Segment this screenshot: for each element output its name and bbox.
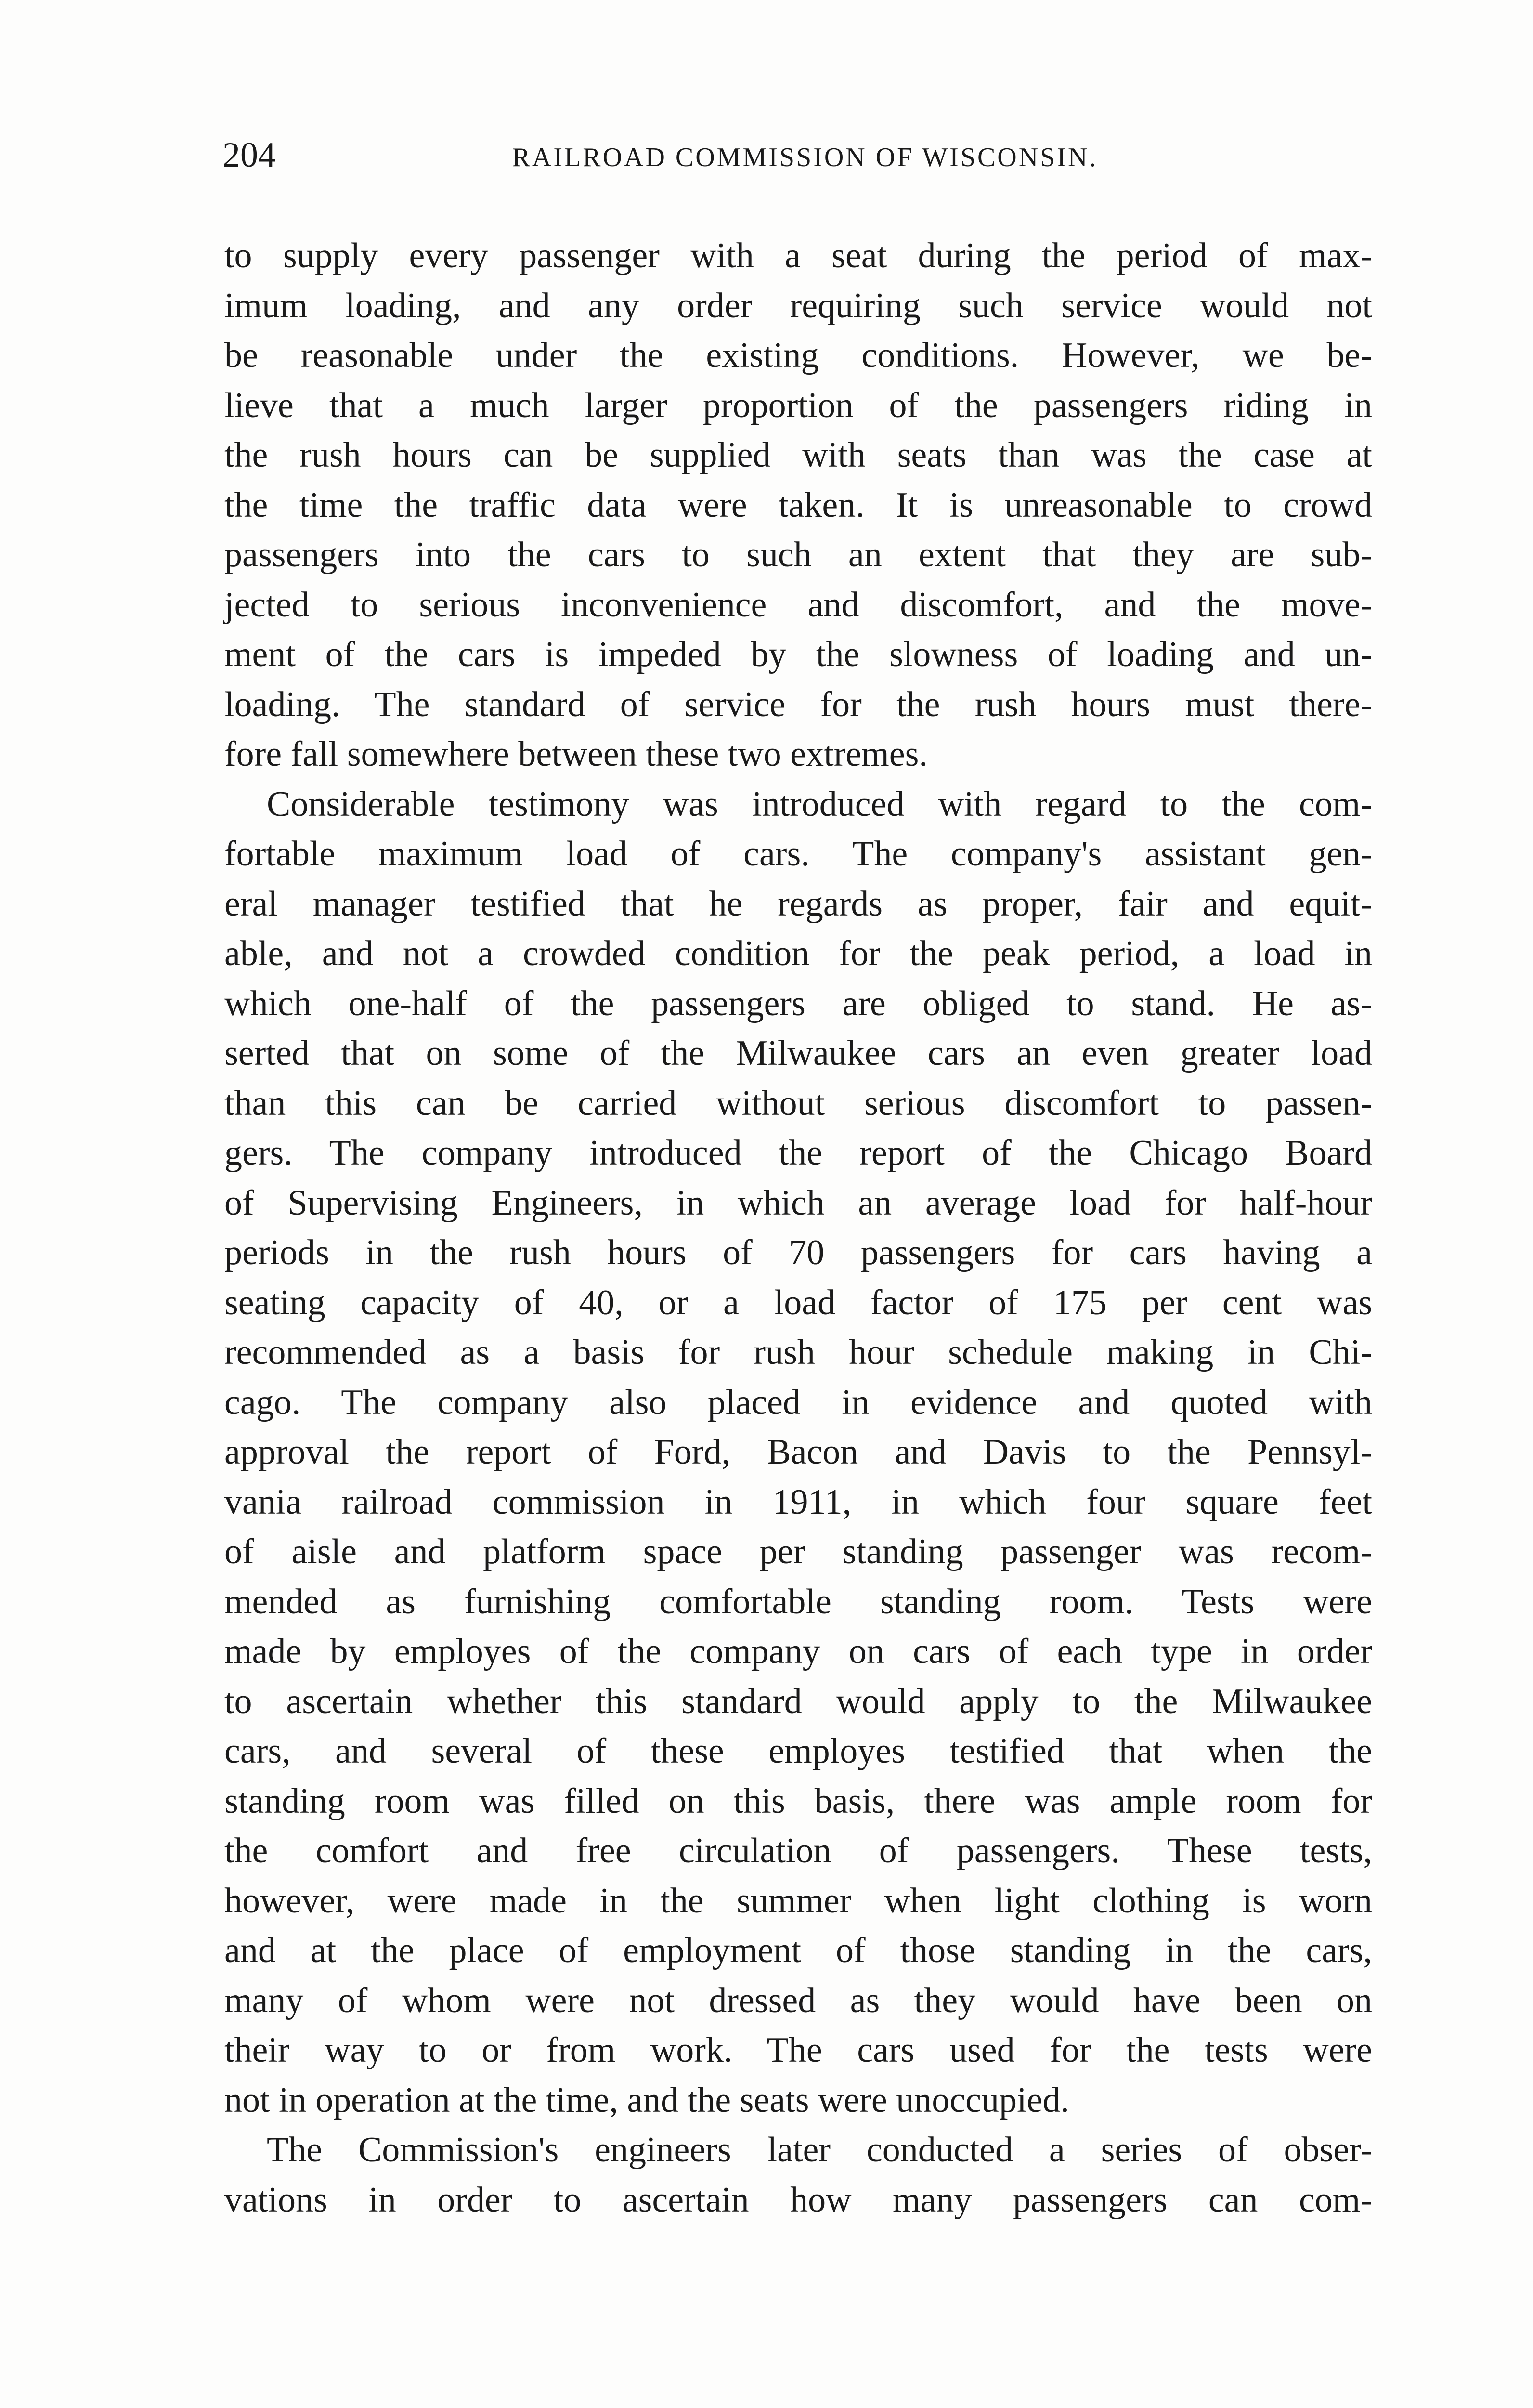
- text-line: fore fall somewhere between these two extremes.: [224, 734, 928, 774]
- text-line: mended as furnishing comfortable standing room. Tests were: [224, 1582, 1372, 1622]
- text-line: to supply every passenger with a seat during the period of max-: [224, 236, 1372, 275]
- text-line: cars, and several of these employes testified that when the: [224, 1731, 1372, 1771]
- text-line: however, were made in the summer when light clothing is worn: [224, 1881, 1372, 1921]
- text-line: vations in order to ascertain how many passengers can com-: [224, 2180, 1372, 2220]
- text-line: vania railroad commission in 1911, in which four square feet: [224, 1482, 1372, 1522]
- paragraph-1: [224, 231, 1372, 780]
- text-line: fortable maximum load of cars. The company's assistant gen-: [224, 834, 1372, 874]
- text-line: passengers into the cars to such an extent that they are sub-: [224, 535, 1372, 575]
- text-line: made by employes of the company on cars of each type in order: [224, 1632, 1372, 1671]
- text-line: serted that on some of the Milwaukee cars an even greater load: [224, 1034, 1372, 1073]
- text-line: the time the traffic data were taken. It is unreasonable to crowd: [224, 485, 1372, 525]
- text-line: be reasonable under the existing conditions. However, we be-: [224, 336, 1372, 375]
- text-line: eral manager testified that he regards as proper, fair and equit-: [224, 884, 1372, 924]
- text-line: lieve that a much larger proportion of the passengers riding in: [224, 385, 1372, 425]
- text-line: of aisle and platform space per standing passenger was recom-: [224, 1532, 1372, 1571]
- text-line: imum loading, and any order requiring such service would not: [224, 286, 1372, 326]
- text-line: to ascertain whether this standard would apply to the Milwaukee: [224, 1681, 1372, 1721]
- text-line: seating capacity of 40, or a load factor of 175 per cent was: [224, 1283, 1372, 1322]
- text-line: their way to or from work. The cars used for the tests were: [224, 2030, 1372, 2070]
- text-line: of Supervising Engineers, in which an average load for half-hour: [224, 1183, 1372, 1223]
- text-line: the rush hours can be supplied with seats than was the case at: [224, 435, 1372, 475]
- text-line: not in operation at the time, and the seats were unoccupied.: [224, 2080, 1069, 2120]
- text-line: loading. The standard of service for the rush hours must there-: [224, 684, 1372, 724]
- text-line: standing room was filled on this basis, there was ample room for: [224, 1781, 1372, 1821]
- paragraph-2: [224, 780, 1372, 2126]
- paragraph-3: [224, 2125, 1372, 2225]
- text-line: than this can be carried without serious discomfort to passen-: [224, 1083, 1372, 1123]
- text-line: jected to serious inconvenience and discomfort, and the move-: [224, 585, 1372, 625]
- text-line: cago. The company also placed in evidence and quoted with: [224, 1382, 1372, 1422]
- text-line: the comfort and free circulation of passengers. These tests,: [224, 1831, 1372, 1871]
- text-line: which one-half of the passengers are obliged to stand. He as-: [224, 983, 1372, 1023]
- text-line: many of whom were not dressed as they would have been on: [224, 1980, 1372, 2020]
- body-text: [224, 231, 1372, 2225]
- text-line: Considerable testimony was introduced with regard to the com-: [267, 784, 1372, 824]
- text-line: gers. The company introduced the report of the Chicago Board: [224, 1133, 1372, 1173]
- text-line: able, and not a crowded condition for the peak period, a load in: [224, 934, 1372, 973]
- text-line: ment of the cars is impeded by the slowness of loading and un-: [224, 635, 1372, 674]
- running-head-title: RAILROAD COMMISSION OF WISCONSIN.: [512, 143, 1098, 172]
- text-line: approval the report of Ford, Bacon and Davis to the Pennsyl-: [224, 1432, 1372, 1472]
- running-head: [222, 131, 1388, 184]
- page-number: 204: [222, 135, 276, 175]
- text-line: recommended as a basis for rush hour schedule making in Chi-: [224, 1333, 1372, 1372]
- text-line: The Commission's engineers later conducted a series of obser-: [267, 2130, 1372, 2170]
- text-line: and at the place of employment of those standing in the cars,: [224, 1931, 1372, 1970]
- text-line: periods in the rush hours of 70 passengers for cars having a: [224, 1233, 1372, 1272]
